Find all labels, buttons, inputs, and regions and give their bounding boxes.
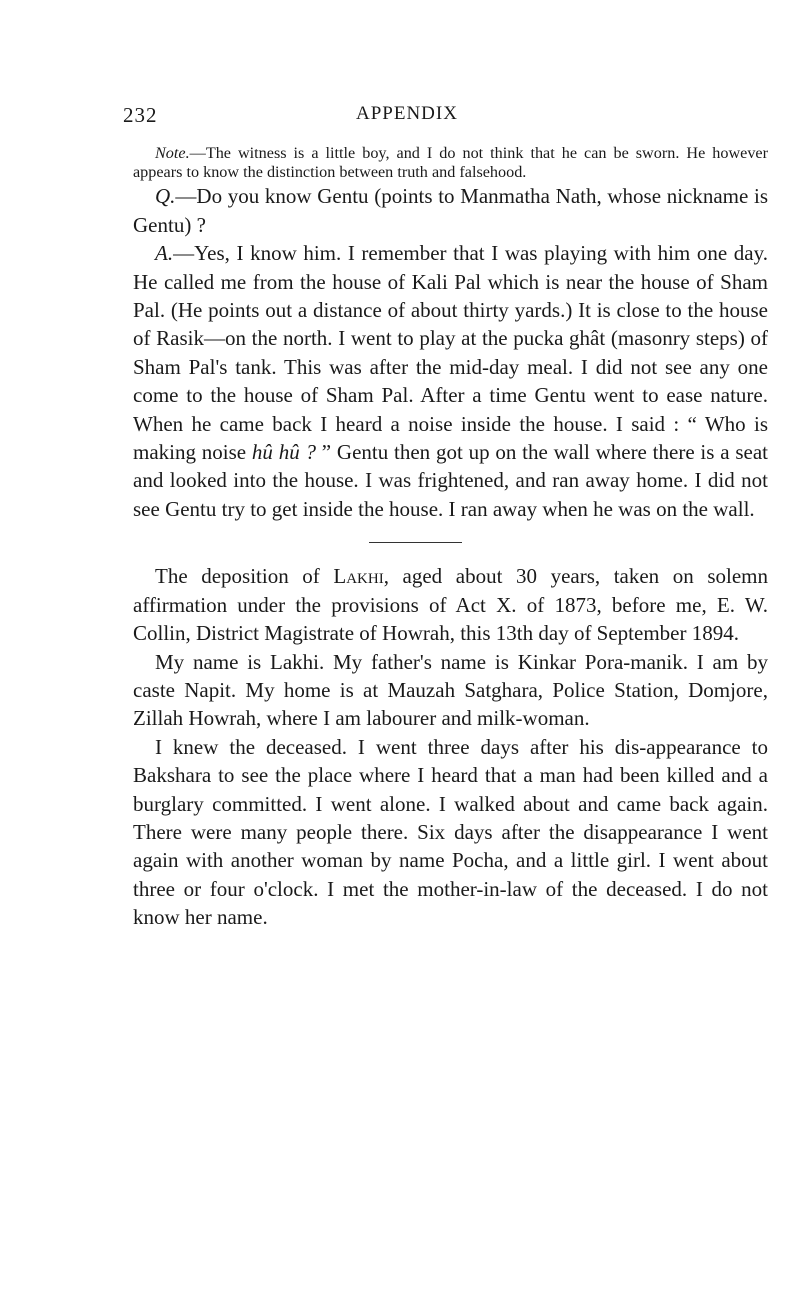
running-head: APPENDIX	[356, 103, 458, 124]
book-page	[123, 103, 768, 932]
witness-name: Lakhi	[333, 564, 384, 589]
deposition-intro	[133, 562, 768, 647]
question-label: Q.	[155, 184, 176, 209]
page-number: 232	[123, 103, 158, 127]
answer-label: A.	[155, 241, 174, 266]
deposition-intro-before: The deposition of	[155, 564, 334, 589]
note-text: —The witness is a little boy, and I do not think that he can be sworn. He however appears to know the distinction between truth and falsehood.	[133, 144, 768, 182]
page-header	[123, 103, 768, 133]
answer-paragraph	[133, 239, 768, 523]
witness-note	[133, 144, 768, 182]
deposition-intro-after: , aged about 30 years, taken on solemn affirmation under the provisions of Act X. of 1873, before me, E. W. Collin, District Magistrate of Howrah, this 13th day of September 1894.	[133, 564, 768, 646]
answer-text-before: —Yes, I know him. I remember that I was playing with him one day. He called me from the house of Kali Pal which is near the house of Sham Pal. (He points out a distance of about thirty yards.) It is close to the house of Rasik—on the north. I went to play at the pucka ghât (masonry steps) of Sham Pal's tank. This was after the mid-day meal. I did not see any one come to the house of Sham Pal. After a time Gentu went to ease nature. When he came back I heard a noise inside the house. I said : “ Who is making noise	[133, 241, 768, 465]
deposition-paragraph-1: My name is Lakhi. My father's name is Kinkar Pora-manik. I am by caste Napit. My home is at Mauzah Satghara, Police Station, Domjore, Zillah Howrah, where I am labourer and milk-woman.	[133, 649, 768, 731]
answer-italic-phrase: hû hû ?	[251, 440, 316, 465]
deposition-paragraph-2: I knew the deceased. I went three days after his dis-appearance to Bakshara to see the place where I heard that a man had been killed and a burglary committed. I went alone. I walked about and came back again. There were many people there. Six days after the disappearance I went again with another woman by name Pocha, and a little girl. I went about three or four o'clock. I met the mother-in-law of the deceased. I do not know her name.	[133, 734, 768, 930]
note-label: Note.	[155, 144, 190, 162]
section-divider	[369, 542, 462, 543]
question-text: —Do you know Gentu (points to Manmatha Nath, whose nickname is Gentu) ?	[133, 184, 768, 237]
question-paragraph	[133, 182, 768, 239]
answer-text-after: ” Gentu then got up on the wall where there is a seat and looked into the house. I was frightened, and ran away home. I did not see Gentu try to get inside the house. I ran away when he was on the wall.	[133, 440, 768, 521]
